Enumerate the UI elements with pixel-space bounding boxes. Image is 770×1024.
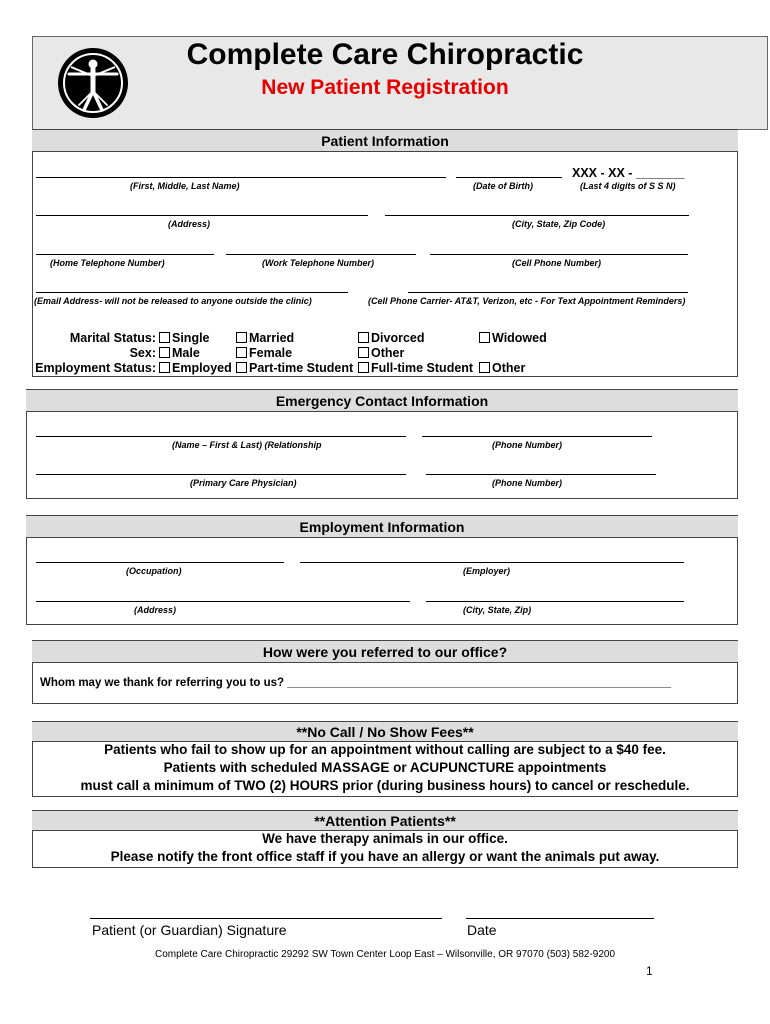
signature-field[interactable] [90, 918, 442, 919]
referral-heading: How were you referred to our office? [32, 641, 738, 663]
caption-employer-city: (City, State, Zip) [463, 605, 532, 615]
date-field[interactable] [466, 918, 654, 919]
caption-employer: (Employer) [463, 566, 511, 576]
no-show-heading: **No Call / No Show Fees** [32, 722, 738, 742]
vitruvian-logo-icon [57, 47, 129, 119]
checkbox-sex-other[interactable]: Other [358, 346, 404, 360]
checkbox-divorced[interactable]: Divorced [358, 331, 425, 345]
caption-carrier: (Cell Phone Carrier- AT&T, Verizon, etc - For Text Appointment Reminders) [368, 296, 686, 306]
employment-heading: Employment Information [26, 516, 738, 538]
checkbox-full-time-student[interactable]: Full-time Student [358, 361, 473, 375]
checkbox-married[interactable]: Married [236, 331, 294, 345]
home-phone-field[interactable] [36, 254, 214, 255]
no-show-line-2: Patients with scheduled MASSAGE or ACUPUNCTURE appointments [163, 760, 607, 775]
logo [57, 47, 129, 119]
city-state-zip-field[interactable] [385, 215, 689, 216]
caption-emergency-name: (Name – First & Last) (Relationship [172, 440, 322, 450]
emergency-name-field[interactable] [36, 436, 406, 437]
attention-line-2: Please notify the front office staff if you have an allergy or want the animals put away. [110, 849, 660, 864]
caption-home-phone: (Home Telephone Number) [50, 258, 165, 268]
caption-address: (Address) [168, 219, 211, 229]
checkbox-female[interactable]: Female [236, 346, 292, 360]
carrier-field[interactable] [408, 292, 688, 293]
sex-label: Sex: [129, 346, 156, 360]
cell-phone-field[interactable] [430, 254, 688, 255]
date-label: Date [467, 922, 497, 938]
occupation-field[interactable] [36, 562, 284, 563]
checkbox-part-time-student[interactable]: Part-time Student [236, 361, 353, 375]
checkbox-employment-other[interactable]: Other [479, 361, 525, 375]
employer-city-field[interactable] [426, 601, 684, 602]
employer-address-field[interactable] [36, 601, 410, 602]
checkbox-male[interactable]: Male [159, 346, 200, 360]
physician-field[interactable] [36, 474, 406, 475]
address-field[interactable] [36, 215, 368, 216]
attention-line-1: We have therapy animals in our office. [262, 831, 508, 846]
caption-employer-address: (Address) [134, 605, 177, 615]
clinic-title: Complete Care Chiropractic [186, 38, 584, 71]
checkbox-widowed[interactable]: Widowed [479, 331, 547, 345]
caption-cell-phone: (Cell Phone Number) [512, 258, 602, 268]
checkbox-single[interactable]: Single [159, 331, 210, 345]
ssn-field[interactable]: XXX - XX - _______ [572, 166, 685, 180]
employment-status-label: Employment Status: [35, 361, 156, 375]
caption-occupation: (Occupation) [126, 566, 182, 576]
emergency-contact-heading: Emergency Contact Information [26, 390, 738, 412]
footer-address: Complete Care Chiropractic 29292 SW Town Center Loop East – Wilsonville, OR 97070 (503) 582-9200 [154, 949, 616, 960]
email-field[interactable] [36, 292, 348, 293]
work-phone-field[interactable] [226, 254, 416, 255]
caption-name: (First, Middle, Last Name) [130, 181, 240, 191]
referral-question[interactable]: Whom may we thank for referring you to us? ____________________________________________________________ [40, 677, 672, 689]
physician-phone-field[interactable] [426, 474, 656, 475]
caption-dob: (Date of Birth) [473, 181, 533, 191]
caption-ssn: (Last 4 digits of S S N) [580, 181, 676, 191]
caption-physician-phone: (Phone Number) [492, 478, 563, 488]
no-show-line-3: must call a minimum of TWO (2) HOURS prior (during business hours) to cancel or reschedule. [80, 778, 690, 793]
name-field[interactable] [36, 177, 446, 178]
caption-email: (Email Address- will not be released to anyone outside the clinic) [34, 296, 312, 306]
form-subtitle: New Patient Registration [261, 76, 509, 99]
employer-field[interactable] [300, 562, 684, 563]
no-show-line-1: Patients who fail to show up for an appointment without calling are subject to a $40 fee. [104, 742, 666, 757]
marital-status-label: Marital Status: [69, 331, 156, 345]
page-number: 1 [646, 964, 653, 978]
caption-physician: (Primary Care Physician) [190, 478, 297, 488]
caption-work-phone: (Work Telephone Number) [262, 258, 375, 268]
signature-label: Patient (or Guardian) Signature [92, 922, 287, 938]
patient-info-heading: Patient Information [32, 130, 738, 152]
emergency-phone-field[interactable] [422, 436, 652, 437]
attention-heading: **Attention Patients** [32, 811, 738, 831]
caption-city: (City, State, Zip Code) [512, 219, 606, 229]
dob-field[interactable] [456, 177, 562, 178]
caption-emergency-phone: (Phone Number) [492, 440, 563, 450]
checkbox-employed[interactable]: Employed [159, 361, 232, 375]
